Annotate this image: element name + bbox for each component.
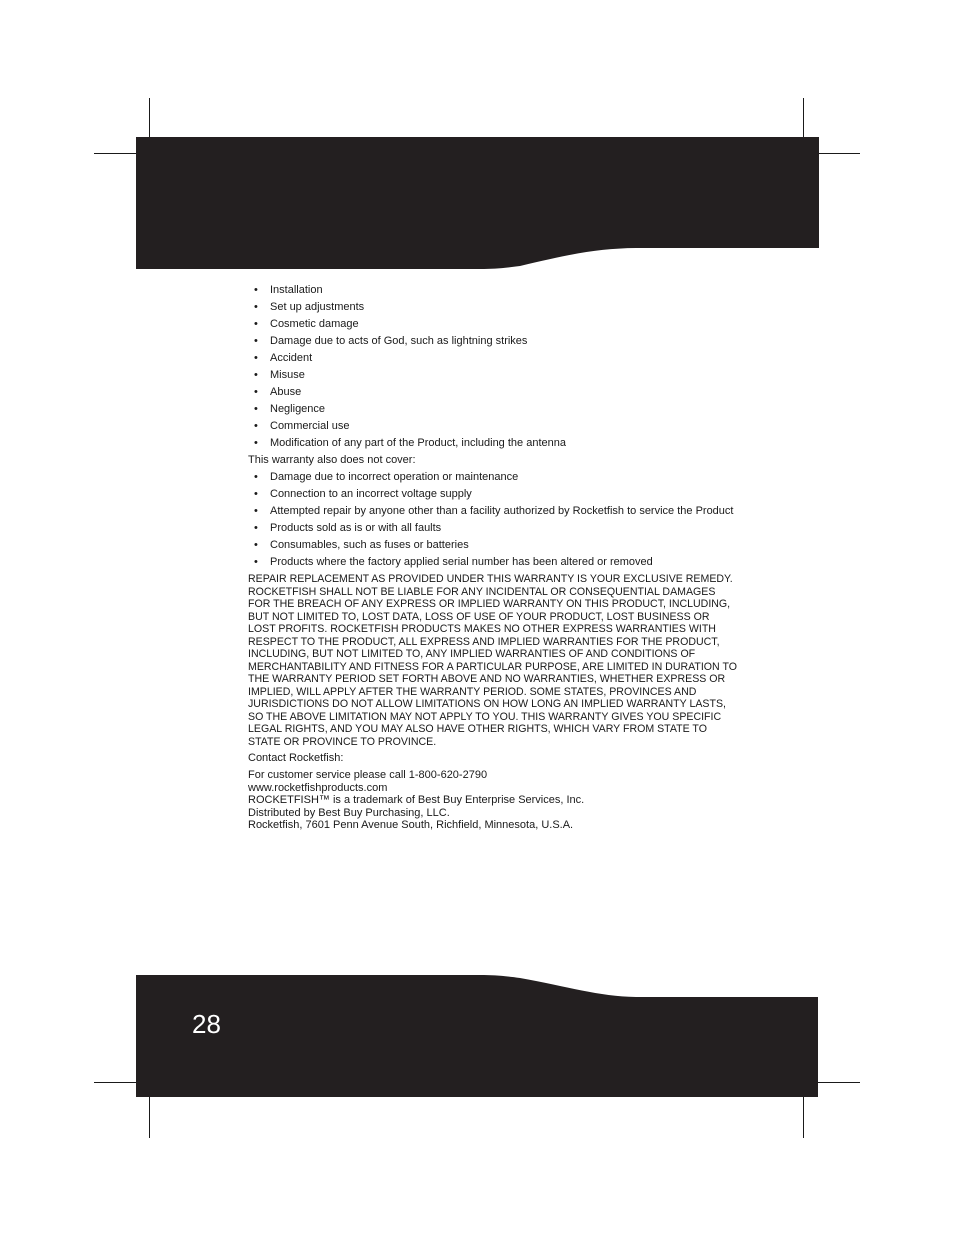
list-item: • Abuse (254, 386, 302, 398)
list-item: • Accident (254, 352, 313, 364)
list-item: • Damage due to incorrect operation or maintenance (254, 471, 519, 483)
warranty-content (248, 284, 738, 832)
bullet-icon: • (254, 522, 258, 534)
list-item: • Negligence (254, 403, 326, 415)
list-item: • Set up adjustments (254, 301, 365, 313)
list-item: • Cosmetic damage (254, 318, 359, 330)
also-not-cover-list (248, 471, 738, 569)
list-item: • Installation (254, 284, 323, 296)
list-item: • Commercial use (254, 420, 350, 432)
contact-trademark: ROCKETFISH™ is a trademark of Best Buy Enterprise Services, Inc. (248, 794, 585, 806)
list-item: • Products sold as is or with all faults (254, 522, 442, 534)
bullet-icon: • (254, 539, 258, 551)
contact-phone: For customer service please call 1-800-620-2790 (248, 769, 488, 781)
footer-banner (0, 975, 954, 1099)
list-item: • Damage due to acts of God, such as lightning strikes (254, 335, 528, 347)
list-item: • Modification of any part of the Product, including the antenna (254, 437, 566, 449)
list-item: • Misuse (254, 369, 305, 381)
list-item: • Connection to an incorrect voltage supply (254, 488, 472, 500)
crop-mark-bottom-right-vertical (803, 1096, 804, 1138)
header-banner (0, 137, 954, 270)
list-item: • Consumables, such as fuses or batteries (254, 539, 469, 551)
bullet-icon: • (254, 403, 258, 415)
bullet-icon: • (254, 556, 258, 568)
bullet-icon: • (254, 284, 258, 296)
list-item: • Products where the factory applied serial number has been altered or removed (254, 556, 653, 568)
bullet-icon: • (254, 386, 258, 398)
bullet-icon: • (254, 488, 258, 500)
bullet-icon: • (254, 369, 258, 381)
bullet-icon: • (254, 437, 258, 449)
header-banner-shape (136, 137, 819, 269)
contact-heading: Contact Rocketfish: (248, 752, 344, 764)
footer-banner-shape (136, 975, 818, 1097)
also-not-cover-intro: This warranty also does not cover: (248, 454, 416, 466)
list-item: • Attempted repair by anyone other than a facility authorized by Rocketfish to service the Product (254, 505, 734, 517)
bullet-icon: • (254, 471, 258, 483)
bullet-icon: • (254, 352, 258, 364)
bullet-icon: • (254, 318, 258, 330)
bullet-icon: • (254, 335, 258, 347)
bullet-icon: • (254, 301, 258, 313)
excluded-list (248, 284, 738, 450)
crop-mark-top-left-vertical (149, 98, 150, 140)
contact-address: Rocketfish, 7601 Penn Avenue South, Richfield, Minnesota, U.S.A. (248, 819, 574, 831)
crop-mark-top-right-vertical (803, 98, 804, 140)
bullet-icon: • (254, 420, 258, 432)
page-number: 28 (192, 1009, 221, 1039)
contact-distributor: Distributed by Best Buy Purchasing, LLC. (248, 806, 450, 819)
contact-website: www.rocketfishproducts.com (248, 781, 388, 794)
crop-mark-bottom-left-vertical (149, 1096, 150, 1138)
bullet-icon: • (254, 505, 258, 517)
legal-disclaimer: REPAIR REPLACEMENT AS PROVIDED UNDER THIS WARRANTY IS YOUR EXCLUSIVE REMEDY. ROCKETFISH SHALL NOT BE LIABLE FOR ANY INCIDENTAL OR CONSEQUENTIAL DAMAGES FOR THE BREACH OF ANY EXPRESS OR IMPLIED WARRANTY ON THIS PRODUCT, INCLUDING, BUT NOT LIMITED TO, LOST DATA, LOSS OF USE OF YOUR PRODUCT, LOST BUSINESS OR LOST PROFITS. ROCKETFISH PRODUCTS MAKES NO OTHER EXPRESS WARRANTIES WITH RESPECT TO THE PRODUCT, ALL EXPRESS AND IMPLIED WARRANTIES FOR THE PRODUCT, INCLUDING, BUT NOT LIMITED TO, ANY IMPLIED WARRANTIES OF AND CONDITIONS OF MERCHANTABILITY AND FITNESS FOR A PARTICULAR PURPOSE, ARE LIMITED IN DURATION TO THE WARRANTY PERIOD SET FORTH ABOVE AND NO WARRANTIES, WHETHER EXPRESS OR IMPLIED, WILL APPLY AFTER THE WARRANTY PERIOD. SOME STATES, PROVINCES AND JURISDICTIONS DO NOT ALLOW LIMITATIONS ON HOW LONG AN IMPLIED WARRANTY LASTS, SO THE ABOVE LIMITATION MAY NOT APPLY TO YOU. THIS WARRANTY GIVES YOU SPECIFIC LEGAL RIGHTS, AND YOU MAY ALSO HAVE OTHER RIGHTS, WHICH VARY FROM STATE TO STATE OR PROVINCE TO PROVINCE. (248, 573, 737, 748)
